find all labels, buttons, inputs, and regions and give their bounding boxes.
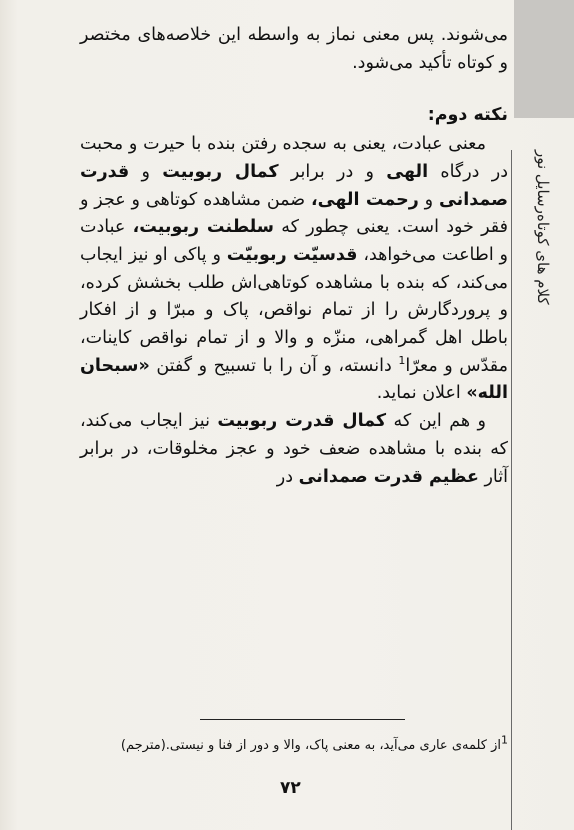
bold-term: الهی <box>386 161 429 182</box>
text-span: و پاکی او نیز ایجاب می‌کند، که بنده با مشاهده کوتاهی‌اش طلب بخشش کرده، و پروردگارش را از تمام نواقص، پاک و مبرّا و از افکار باطل اهل گمراهی، منزّه و والا و از تمام نواقص کاینات، مقدّس و معرّا <box>80 244 508 376</box>
page-number: ۷۲ <box>280 778 301 798</box>
text-span: نیز ایجاب می‌کند، که بنده با مشاهده ضعف خود و عجز مخلوقات، در برابر آثار <box>80 411 508 487</box>
footnote-number: 1 <box>501 733 508 747</box>
bold-term: کمال ربوبیت <box>162 161 279 182</box>
text-span: دانسته، و آن را با تسبیح و گفتن <box>149 355 399 376</box>
series-title: رسایل نور <box>534 150 552 214</box>
paragraph-1 <box>80 131 508 408</box>
text-span: اعلان نماید. <box>376 383 467 404</box>
text-span: و هم این که <box>386 411 486 432</box>
text-span: و <box>418 189 439 210</box>
bold-term: قدسیّت ربوبیّت <box>226 244 358 265</box>
footnote-marker: 1 <box>398 353 406 367</box>
text-span: و <box>129 161 163 182</box>
bold-term: رحمت الهی، <box>311 189 419 210</box>
bold-term: سلطنت ربوبیت، <box>132 217 274 238</box>
bold-term: «سبحان الله» <box>80 355 508 404</box>
section-heading: نکته دوم: <box>427 105 508 126</box>
footnote-text: از کلمه‌ی عاری می‌آید، به معنی پاک، والا و دور از فنا و نیستی.(مترجم) <box>120 738 501 753</box>
text-span: و در برابر <box>278 161 387 182</box>
running-header <box>511 150 574 305</box>
side-tab <box>514 0 574 118</box>
book-title: کلام های کوتاه <box>534 213 552 305</box>
main-text <box>80 22 508 491</box>
intro-paragraph: می‌شوند. پس معنی نماز به واسطه این خلاصه‌های مختصر و کوتاه تأکید می‌شود. <box>80 25 508 73</box>
text-span: در <box>276 466 299 487</box>
text-span: معنی عبادت، یعنی به سجده رفتن بنده با حیرت و محبت در درگاه <box>80 134 508 182</box>
text-span: عبادت و اطاعت می‌خواهد، <box>80 217 508 265</box>
paragraph-2 <box>80 408 508 491</box>
footnote-divider <box>200 719 405 720</box>
footnote <box>80 735 508 756</box>
bold-term: عظیم قدرت صمدانی <box>298 466 479 487</box>
text-span: ضمن مشاهده کوتاهی و عجز و فقر خود است. یعنی چطور که <box>80 189 509 238</box>
bold-term: کمال قدرت ربوبیت <box>217 411 387 432</box>
bold-term: قدرت صمدانی <box>80 161 508 210</box>
